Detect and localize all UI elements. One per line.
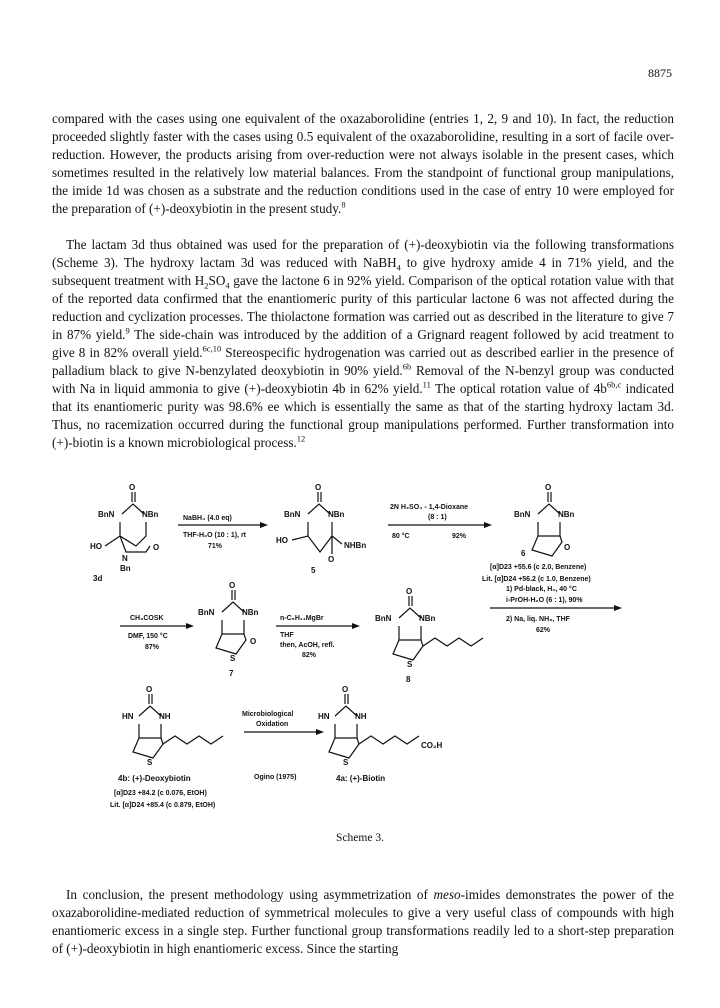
reagent-text: n-C₅H₁₁MgBr: [280, 615, 324, 622]
paragraph-1: [52, 110, 674, 218]
compound-label-5: 5: [311, 566, 316, 575]
atom-ho: HO: [276, 536, 288, 545]
compound-label-4b: 4b: (+)-Deoxybiotin: [118, 774, 191, 783]
condition-text: then, AcOH, refl.: [280, 642, 335, 649]
compound-label-7: 7: [229, 669, 234, 678]
compound-label-6: 6: [521, 549, 526, 558]
ref-12: 12: [296, 433, 306, 444]
compound-8-structure: [375, 587, 483, 684]
atom-o: O: [153, 543, 160, 552]
atom-bnn: BnN: [98, 510, 115, 519]
paragraph-2: [52, 236, 674, 452]
atom-nbn: NBn: [242, 608, 259, 617]
yield-text: 87%: [145, 644, 160, 651]
condition-text: DMF, 150 °C: [128, 633, 168, 640]
atom-nhbn: NHBn: [344, 541, 367, 550]
p2-s8: indicated that its enantiomeric purity was 98.6% ee which is essentially the same as that of the starting hydroxy lactam 3d. Thus, no racemization occurred during the functional group manipulations performed. Further transformation into (+)-biotin is a known microbiological process.: [52, 381, 674, 450]
p2-s2mid: SO: [208, 273, 226, 288]
reagent-text: 1) Pd-black, H₂, 40 °C: [506, 586, 577, 593]
atom-bnn: BnN: [375, 614, 392, 623]
atom-bnn: BnN: [198, 608, 215, 617]
reagent-ratio-text: (8 : 1): [428, 514, 447, 521]
reagent-text: i-PrOH-H₂O (6 : 1), 90%: [506, 597, 583, 604]
condition-text: THF: [280, 632, 294, 639]
atom-bnn: BnN: [284, 510, 301, 519]
p2-sub: 2: [204, 280, 209, 291]
compound-4b-structure: [110, 685, 223, 809]
atom-s: S: [230, 654, 236, 663]
reagent-text: 2N H₂SO₄ - 1,4-Dioxane: [390, 504, 469, 511]
atom-o: O: [146, 685, 153, 694]
atom-n: N: [122, 554, 128, 563]
ref-9: 9: [125, 325, 130, 336]
p2-s6: Removal of the N-benzyl group was conducted with Na in liquid ammonia to give (+)-deoxybiotin 4b in 62% yield.: [52, 363, 674, 396]
ref-6b: 6b: [402, 361, 412, 372]
atom-nbn: NBn: [558, 510, 575, 519]
p3-meso: meso: [433, 887, 461, 902]
atom-o: O: [315, 483, 322, 492]
atom-nbn: NBn: [419, 614, 436, 623]
condition-text: 80 °C: [392, 533, 410, 540]
reaction-arrow-1: [178, 515, 268, 550]
atom-bn: Bn: [120, 564, 131, 573]
compound-label-3d: 3d: [93, 574, 103, 583]
p2-s5: Stereospecific hydrogenation was carried out as described earlier in the presence of palladium black to give N-benzylated deoxybiotin in 90% yield.: [52, 345, 674, 378]
yield-text: 71%: [208, 543, 223, 550]
ref-11: 11: [422, 379, 431, 390]
compound-6-structure: [482, 483, 591, 583]
atom-o: O: [129, 483, 136, 492]
scheme-3-figure: [90, 480, 630, 825]
process-text: Microbiological: [242, 711, 294, 718]
atom-nbn: NBn: [328, 510, 345, 519]
scheme-caption: Scheme 3.: [336, 832, 384, 844]
p2-s7: The optical rotation value of 4b: [430, 381, 607, 396]
reagent-text: NaBH₄ (4.0 eq): [183, 515, 232, 522]
atom-bnn: BnN: [514, 510, 531, 519]
reference-text: Ogino (1975): [254, 774, 297, 781]
atom-nbn: NBn: [142, 510, 159, 519]
p2-s2: to give hydroxy amide 4 in 71% yield, and the subsequent treatment with H: [52, 255, 674, 288]
reaction-arrow-2: [388, 504, 492, 540]
ref-6c-10: 6c,10: [202, 343, 222, 354]
paragraph-3: [52, 886, 674, 958]
atom-nh: NH: [355, 712, 367, 721]
reaction-arrow-3: [120, 615, 194, 651]
compound-7-structure: [198, 581, 259, 678]
reaction-arrow-4: [276, 615, 360, 659]
p1-text: compared with the cases using one equivalent of the oxazaborolidine (entries 1, 2, 9 and 10). In fact, the reduction proceeded slightly faster with the cases using 0.5 equivalent of the oxazaborolidine, resulting in a sort of facile over-reduction. However, the products arising from over-reduction were not always isolable in the present cases, which sometimes resulted in the relatively low material balances. From the standpoint of functional group manipulations, the imide 1d was chosen as a substrate and the reduction conditions used in the case of entry 10 were employed for the preparation of (+)-deoxybiotin in the present study.: [52, 111, 674, 216]
compound-label-4a: 4a: (+)-Biotin: [336, 774, 386, 783]
optical-rotation-6: [α]D23 +55.6 (c 2.0, Benzene): [490, 564, 587, 571]
yield-text: 92%: [452, 533, 467, 540]
reaction-arrow-6: [242, 711, 324, 781]
reagent-text: CH₃COSK: [130, 615, 164, 622]
optical-rotation-4b: [α]D23 +84.2 (c 0.076, EtOH): [114, 790, 207, 797]
atom-o: O: [250, 637, 257, 646]
yield-text: 82%: [302, 652, 317, 659]
ref-6bc: 6b,c: [606, 379, 622, 390]
atom-o: O: [545, 483, 552, 492]
atom-ho: HO: [90, 542, 102, 551]
p2-sub: 4: [225, 280, 230, 291]
p3-b: -imides demonstrates the power of the oxazaborolidine-mediated reduction of symmetrical molecules to give a very useful class of compounds with high enantiomeric excess in a single step. Further functional group transformations readily led to a short-step preparation of (+)-deoxybiotin in high enantiomeric excess. Since the starting: [52, 887, 674, 956]
p3-a: In conclusion, the present methodology using asymmetrization of: [66, 887, 434, 902]
p2-s4: The side-chain was introduced by the addition of a Grignard reagent followed by acid treatment to give 8 in 82% overall yield.: [52, 327, 674, 360]
p2-s3: gave the lactone 6 in 92% yield. Comparison of the optical rotation value with that of the reported data confirmed that the enantiomeric purity of this particular lactone 6 was not affected during the reduction and cyclization processes. The thiolactone formation was carried out as described in the literature to give 7 in 87% yield.: [52, 273, 674, 342]
reaction-arrow-5: [490, 585, 622, 634]
atom-s: S: [407, 660, 413, 669]
atom-o: O: [564, 543, 571, 552]
atom-co2h: CO₂H: [421, 741, 443, 750]
condition-text: THF-H₂O (10 : 1), rt: [183, 532, 246, 539]
atom-s: S: [147, 758, 153, 767]
p2-s1: The lactam 3d thus obtained was used for the preparation of (+)-deoxybiotin via the following transformations (Scheme 3). The hydroxy lactam 3d was reduced with NaBH: [52, 237, 674, 270]
ref-8: 8: [341, 199, 346, 210]
atom-s: S: [343, 758, 349, 767]
atom-hn: HN: [122, 712, 134, 721]
compound-3d-structure: [90, 483, 159, 583]
p2-sub: 4: [396, 262, 401, 273]
atom-o: O: [342, 685, 349, 694]
atom-hn: HN: [318, 712, 330, 721]
optical-rotation-6-lit: Lit. [α]D24 +56.2 (c 1.0, Benzene): [482, 576, 591, 583]
atom-o: O: [406, 587, 413, 596]
compound-label-8: 8: [406, 675, 411, 684]
page-number: 8875: [648, 66, 672, 80]
compound-4a-structure: [318, 685, 443, 783]
atom-o: O: [328, 555, 335, 564]
optical-rotation-4b-lit: Lit. [α]D24 +85.4 (c 0.879, EtOH): [110, 802, 216, 809]
atom-nh: NH: [159, 712, 171, 721]
yield-text: 62%: [536, 627, 551, 634]
compound-5-structure: [276, 483, 366, 575]
reagent-text: 2) Na, liq. NH₃, THF: [506, 616, 570, 623]
atom-o: O: [229, 581, 236, 590]
process-text: Oxidation: [256, 721, 289, 728]
